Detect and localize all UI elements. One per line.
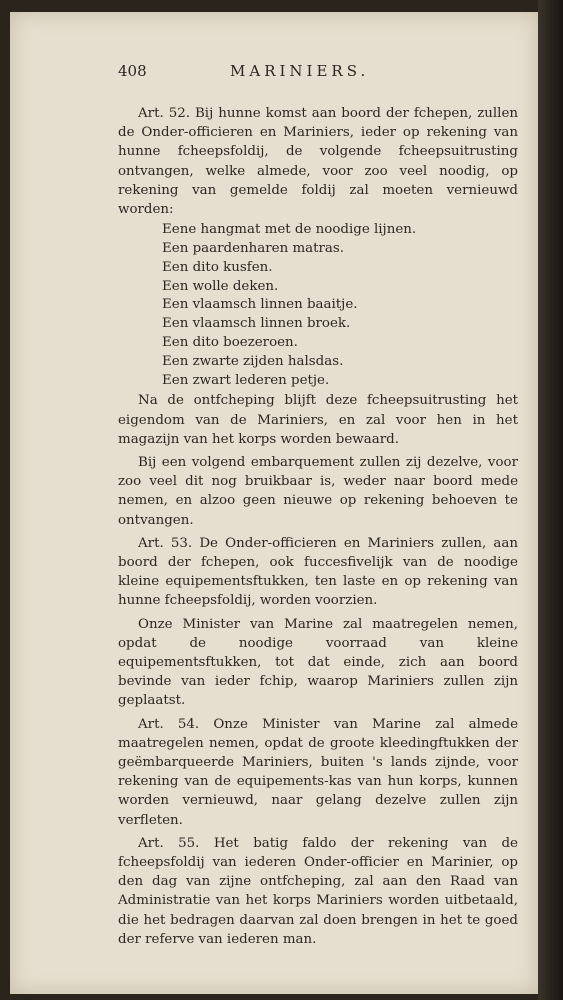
page-number: 408 (118, 62, 147, 80)
list-item: Een wolle deken. (162, 278, 279, 294)
list-item: Eene hangmat met de noodige lijnen. (162, 222, 417, 238)
paragraph-embarquement: Bij een volgend embarquement zullen zij dezelve, voor zoo veel dit nog bruikbaar is, weder naar boord mede nemen, en alzoo geen nieuwe op rekening behoeven te ontvangen. (118, 455, 518, 528)
book-spine-edge (538, 0, 563, 1000)
running-head: MARINIERS. (230, 62, 370, 80)
list-item: Een dito kusfen. (162, 259, 273, 275)
paragraph-ontscheping: Na de ontfcheping blijft deze fcheepsuitrusting het eigendom van de Mariniers, en zal voor hen in het magazijn van het korps worden bewaard. (118, 393, 518, 447)
paragraph-art-52: Art. 52. Bij hunne komst aan boord der fchepen, zullen de Onder-officieren en Mariniers, ieder op rekening van hunne fcheepsfoldij, de volgende fcheepsuitrusting ontvangen, welke almede, voor zoo veel noodig, op rekening van gemelde foldij zal moeten vernieuwd worden: (118, 106, 518, 218)
list-item: Een vlaamsch linnen broek. (162, 316, 351, 332)
list-item: Een zwart lederen petje. (162, 372, 330, 388)
paragraph-art-55: Art. 55. Het batig faldo der rekening van de fcheepsfoldij van iederen Onder-officier en Marinier, op den dag van zijne ontfcheping, zal aan den Raad van Administratie van het korps Mariniers worden uitbetaald, die het bedragen daarvan zal doen brengen in het te goed der referve van iederen man. (118, 835, 518, 947)
list-item: Een dito boezeroen. (162, 335, 298, 350)
list-item: Een paardenharen matras. (162, 241, 345, 257)
paragraph-art-53: Art. 53. De Onder-officieren en Mariniers zullen, aan boord der fchepen, ook fuccesfivelijk van de noodige kleine equipementsftukken, ten laste en op rekening van hunne fcheepsfoldij, worden voorzien. (118, 535, 518, 609)
body-text (118, 104, 518, 949)
page-header (118, 62, 518, 88)
paragraph-minister-voorraad: Onze Minister van Marine zal maatregelen nemen, opdat de noodige voorraad van kleine equipementsftukken, tot dat einde, zich aan boord bevinde van ieder fchip, waarop Mariniers zullen zijn geplaatst. (118, 616, 518, 709)
paragraph-art-54: Art. 54. Onze Minister van Marine zal almede maatregelen nemen, opdat de groote kleedingftukken der geëmbarqueerde Mariniers, buiten 's lands zijnde, voor rekening van de equipements-kas van hun korps, kunnen worden vernieuwd, naar gelang dezelve zullen zijn verfleten. (118, 716, 518, 828)
list-item: Een zwarte zijden halsdas. (162, 353, 344, 369)
page-content (118, 62, 518, 949)
equipment-list (162, 221, 518, 390)
list-item: Een vlaamsch linnen baaitje. (162, 297, 358, 313)
